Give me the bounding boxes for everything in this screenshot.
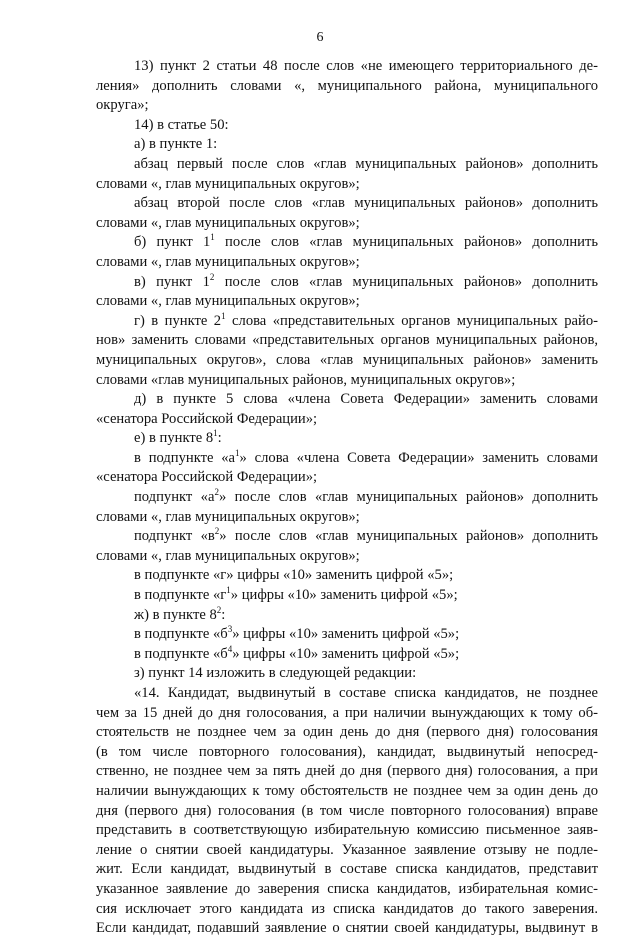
line-text: б) пункт 1 (134, 234, 211, 251)
text-line (96, 743, 598, 763)
line-text: г) в пункте 2 (134, 312, 222, 329)
line-text-continued: » цифры «10» заменить цифрой «5»; (230, 587, 458, 604)
line-text: 13) пункт 2 статьи 48 после слов «не имеющего территориального де- (134, 58, 598, 74)
line-text: стоятельств не позднее чем за один день до дня (первого дня) голосования (96, 724, 598, 741)
line-text: (в том числе повторного голосования), кандидат, выдвинутый непосред- (96, 743, 598, 760)
line-text: 14) в статье 50: (134, 116, 229, 133)
line-text: наличии вынуждающих к тому обстоятельств не позднее чем за один день до (96, 782, 598, 799)
line-text: муниципальных округов», слова «глав муниципальных районов» заменить (96, 351, 598, 368)
line-text: округа»; (96, 97, 149, 114)
superscript: 1 (235, 447, 240, 458)
superscript: 4 (227, 643, 233, 654)
text-line (96, 723, 598, 743)
line-text: подпункт «а (134, 489, 215, 506)
text-line (96, 351, 598, 371)
text-line (96, 449, 598, 469)
text-line (96, 547, 598, 567)
text-line (96, 625, 598, 645)
line-text: словами «, глав муниципальных округов»; (96, 214, 360, 231)
text-line (96, 116, 598, 136)
superscript: 2 (214, 526, 220, 537)
line-text: е) в пункте 8 (134, 430, 214, 447)
line-text: «14. Кандидат, выдвинутый в составе списка кандидатов, не позднее (134, 685, 598, 701)
line-text: указанное заявление до заверения списка кандидатов, избирательная комис- (96, 880, 598, 897)
line-text: в) пункт 1 (134, 273, 210, 290)
line-text: чем за 15 дней до дня голосования, а при наличии вынуждающих к тому об- (96, 704, 598, 721)
line-text: словами «, глав муниципальных округов»; (96, 293, 360, 310)
text-line (96, 488, 598, 508)
text-line (96, 135, 598, 155)
line-text: словами «глав муниципальных районов, муниципальных округов»; (96, 371, 516, 388)
text-line (96, 390, 598, 410)
text-line (96, 684, 598, 704)
line-text: в подпункте «б (134, 626, 228, 643)
text-line (96, 194, 598, 214)
text-line (96, 821, 598, 841)
text-line (96, 155, 598, 175)
superscript: 1 (226, 585, 231, 596)
superscript: 1 (213, 428, 218, 439)
text-line (96, 273, 598, 293)
superscript: 3 (227, 624, 233, 635)
text-line (96, 860, 598, 880)
line-text-continued: после слов «глав муниципальных районов» дополнить (214, 273, 598, 290)
text-line (96, 371, 598, 391)
text-line (96, 664, 598, 684)
text-line (96, 292, 598, 312)
text-line (96, 802, 598, 822)
superscript: 2 (214, 487, 219, 498)
line-text-continued: » цифры «10» заменить цифрой «5»; (232, 626, 460, 643)
text-line (96, 880, 598, 900)
text-line (96, 429, 598, 449)
text-line (96, 645, 598, 665)
line-text: дня (первого дня) голосования (в том числе повторного голосования) вправе (96, 802, 598, 819)
text-line (96, 214, 598, 234)
text-line (96, 566, 598, 586)
text-line (96, 508, 598, 528)
line-text: ж) в пункте 8 (134, 606, 217, 623)
text-line (96, 586, 598, 606)
text-line (96, 312, 598, 332)
text-line (96, 77, 598, 97)
line-text-continued: слова «представительных органов муниципальных райо- (225, 312, 598, 329)
line-text: нов» заменить словами «представительных органов муниципальных районов, (96, 332, 598, 349)
line-text: словами «, глав муниципальных округов»; (96, 175, 360, 192)
line-text: абзац второй после слов «глав муниципальных районов» дополнить (134, 195, 598, 212)
line-text: сия исключает этого кандидата из списка кандидатов до такого заверения. (96, 900, 598, 917)
text-line (96, 919, 598, 939)
text-line (96, 762, 598, 782)
page-number: 6 (316, 30, 324, 45)
line-text: в подпункте «г» цифры «10» заменить цифрой «5»; (134, 567, 454, 584)
text-line (96, 606, 598, 626)
line-text-continued: » слова «члена Совета Федерации» заменить словами (239, 449, 598, 466)
line-text: представить в соответствующую избирательную комиссию письменное заяв- (96, 822, 598, 839)
superscript: 2 (209, 271, 215, 282)
line-text: ление о снятии своей кандидатуры. Указанное заявление отзыву не подле- (96, 841, 598, 858)
line-text: «сенатора Российской Федерации»; (96, 410, 318, 427)
line-text-continued: » цифры «10» заменить цифрой «5»; (232, 645, 460, 662)
text-line (96, 57, 598, 77)
text-line (96, 410, 598, 430)
line-text-continued: : (217, 430, 222, 447)
line-text: подпункт «в (134, 528, 215, 545)
line-text: ственно, не позднее чем за пять дней до дня (первого дня) голосования, а при (96, 763, 598, 780)
text-line (96, 841, 598, 861)
text-line (96, 331, 598, 351)
text-line (96, 468, 598, 488)
line-text: а) в пункте 1: (134, 136, 218, 153)
text-line (96, 233, 598, 253)
text-line (96, 704, 598, 724)
line-text: д) в пункте 5 слова «члена Совета Федерации» заменить словами (134, 391, 598, 408)
line-text: ления» дополнить словами «, муниципального района, муниципального (96, 77, 598, 94)
superscript: 1 (210, 232, 215, 243)
line-text: абзац первый после слов «глав муниципальных районов» дополнить (134, 155, 598, 172)
line-text: з) пункт 14 изложить в следующей редакции: (134, 665, 417, 682)
superscript: 1 (221, 310, 226, 321)
text-line (96, 175, 598, 195)
text-line (96, 900, 598, 920)
line-text-continued: после слов «глав муниципальных районов» дополнить (214, 234, 598, 251)
text-line (96, 782, 598, 802)
line-text: в подпункте «б (134, 645, 228, 662)
line-text: жит. Если кандидат, выдвинутый в составе списка кандидатов, представит (96, 861, 598, 878)
superscript: 2 (216, 604, 222, 615)
line-text-continued: » после слов «глав муниципальных районов» дополнить (219, 528, 599, 545)
line-text-continued: : (221, 606, 226, 623)
line-text: словами «, глав муниципальных округов»; (96, 253, 360, 270)
line-text: в подпункте «а (134, 449, 236, 466)
document-body (96, 57, 598, 939)
line-text: словами «, глав муниципальных округов»; (96, 508, 360, 525)
text-line (96, 96, 598, 116)
text-line (96, 527, 598, 547)
line-text: словами «, глав муниципальных округов»; (96, 547, 360, 564)
line-text-continued: » после слов «глав муниципальных районов» дополнить (218, 489, 598, 506)
line-text: в подпункте «г (134, 587, 227, 604)
line-text: Если кандидат, подавший заявление о снятии своей кандидатуры, выдвинут в (96, 920, 598, 937)
line-text: «сенатора Российской Федерации»; (96, 469, 318, 486)
text-line (96, 253, 598, 273)
